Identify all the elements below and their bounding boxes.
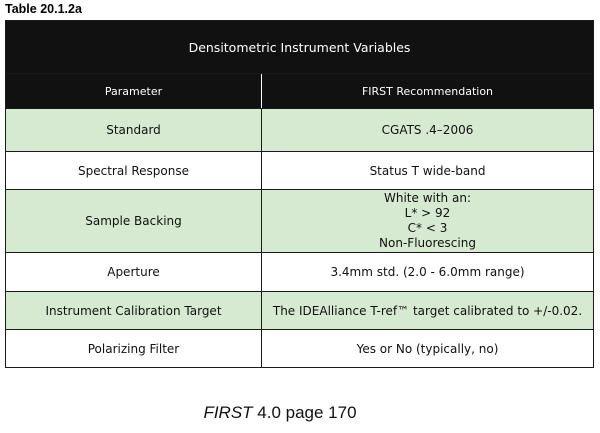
table-title: Densitometric Instrument Variables xyxy=(6,21,594,74)
footer-title: FIRST xyxy=(203,403,253,422)
footer-page-text: 4.0 page 170 xyxy=(252,403,357,422)
recommendation-line: White with an: xyxy=(384,191,471,205)
table-header-row xyxy=(6,74,594,109)
table-row xyxy=(6,253,594,292)
recommendation-cell: CGATS .4–2006 xyxy=(262,109,594,152)
table-row xyxy=(6,190,594,253)
parameter-cell: Aperture xyxy=(6,253,262,292)
page-footer xyxy=(0,403,600,423)
parameter-cell: Sample Backing xyxy=(6,190,262,253)
parameter-cell: Instrument Calibration Target xyxy=(6,292,262,330)
recommendation-cell: The IDEAlliance T-ref™ target calibrated to +/-0.02. xyxy=(262,292,594,330)
recommendation-cell xyxy=(262,190,594,253)
table-row xyxy=(6,292,594,330)
recommendation-line: L* > 92 xyxy=(404,206,451,220)
table-label: Table 20.1.2a xyxy=(5,2,82,16)
recommendation-cell: Status T wide-band xyxy=(262,152,594,190)
column-header-recommendation: FIRST Recommendation xyxy=(262,74,594,109)
parameter-cell: Spectral Response xyxy=(6,152,262,190)
recommendation-line: Non-Fluorescing xyxy=(379,236,476,250)
densitometric-variables-table xyxy=(5,20,594,368)
recommendation-line: C* < 3 xyxy=(407,221,448,235)
table-row xyxy=(6,109,594,152)
parameter-cell: Polarizing Filter xyxy=(6,330,262,368)
recommendation-cell: 3.4mm std. (2.0 - 6.0mm range) xyxy=(262,253,594,292)
parameter-cell: Standard xyxy=(6,109,262,152)
table-row xyxy=(6,330,594,368)
recommendation-cell: Yes or No (typically, no) xyxy=(262,330,594,368)
table-row xyxy=(6,152,594,190)
table-title-row xyxy=(6,21,594,74)
column-header-parameter: Parameter xyxy=(6,74,262,109)
